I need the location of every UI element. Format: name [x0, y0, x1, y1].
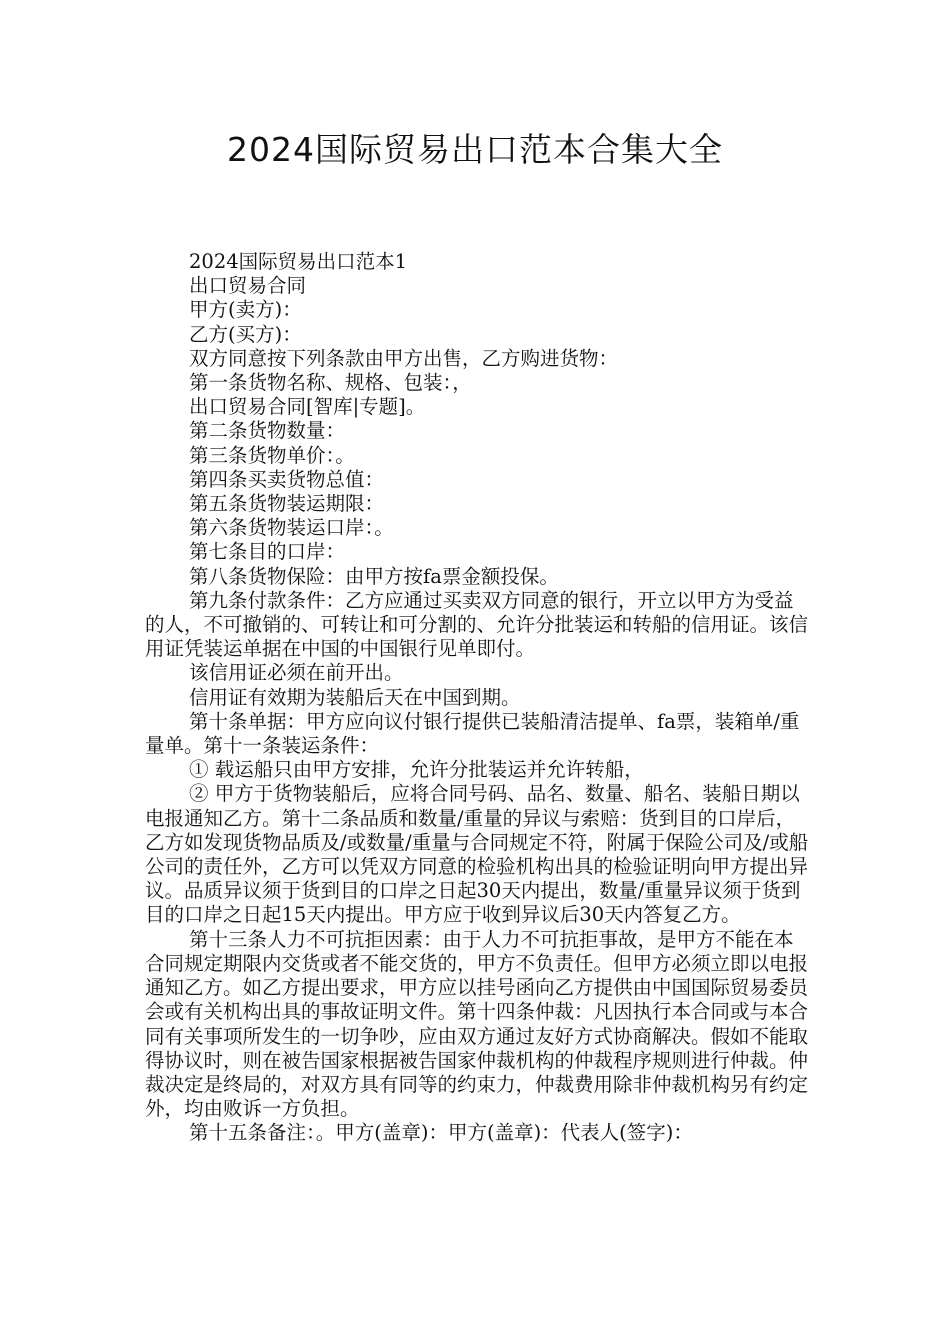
paragraph-article-8: 第八条货物保险：由甲方按fa票金额投保。 [189, 564, 559, 588]
paragraph-shipment-item-2: ② 甲方于货物装船后，应将合同号码、品名、数量、船名、装船日期以电报通知乙方。第十二条品质和数量/重量的异议与索赔：货到目的口岸后，乙方如发现货物品质及/或数量/重量与合同规定不符，附属于保险公司及/或船公司的责任外，乙方可以凭双方同意的检验机构出具的检验证明向甲方提出异议。品质异议须于货到目的口岸之日起30天内提出，数量/重量异议须于货到目的口岸之日起15天内提出。甲方应于收到异议后30天内答复乙方。 [145, 782, 809, 927]
paragraph-contract-ref: 出口贸易合同[智库|专题]。 [189, 395, 426, 419]
paragraph-article-1: 第一条货物名称、规格、包装：， [189, 371, 472, 395]
paragraph-lc-validity: 信用证有效期为装船后天在中国到期。 [189, 685, 521, 709]
paragraph-article-9: 第九条付款条件：乙方应通过买卖双方同意的银行，开立以甲方为受益的人，不可撤销的、可转让和可分割的、允许分批装运和转船的信用证。该信用证凭装运单据在中国的中国银行见单即付。 [145, 588, 809, 661]
paragraph-party-a: 甲方(卖方)： [189, 298, 302, 322]
paragraph-article-13-14: 第十三条人力不可抗拒因素：由于人力不可抗拒事故，是甲方不能在本合同规定期限内交货或者不能交货的，甲方不负责任。但甲方必须立即以电报通知乙方。如乙方提出要求，甲方应以挂号函向乙方提供由中国国际贸易委员会或有关机构出具的事故证明文件。第十四条仲裁：凡因执行本合同或与本合同有关事项所发生的一切争吵，应由双方通过友好方式协商解决。假如不能取得协议时，则在被告国家根据被告国家仲裁机构的仲裁程序规则进行仲裁。仲裁决定是终局的，对双方具有同等的约束力，仲裁费用除非仲裁机构另有约定外，均由败诉一方负担。 [145, 927, 809, 1121]
paragraph-article-2: 第二条货物数量： [189, 419, 346, 443]
paragraph-article-15: 第十五条备注：。甲方(盖章)：甲方(盖章)：代表人(签字)： [189, 1121, 693, 1145]
paragraph-shipment-item-1: ① 载运船只由甲方安排，允许分批装运并允许转船， [189, 758, 644, 782]
paragraph-article-6: 第六条货物装运口岸：。 [189, 516, 394, 540]
document-body [145, 250, 810, 1146]
paragraph-contract-name: 出口贸易合同 [189, 274, 307, 298]
paragraph-party-b: 乙方(买方)： [189, 322, 302, 346]
document-title: 2024国际贸易出口范本合集大全 [227, 130, 723, 169]
paragraph-article-10-11: 第十条单据：甲方应向议付银行提供已装船清洁提单、fa票，装箱单/重量单。第十一条装运条件： [145, 709, 800, 758]
paragraph-lc-issue: 该信用证必须在前开出。 [189, 661, 404, 685]
paragraph-article-7: 第七条目的口岸： [189, 540, 346, 564]
paragraph-template-heading: 2024国际贸易出口范本1 [189, 250, 408, 273]
paragraph-article-4: 第四条买卖货物总值： [189, 467, 385, 491]
paragraph-article-3: 第三条货物单价：。 [189, 443, 355, 467]
paragraph-article-5: 第五条货物装运期限： [189, 492, 385, 516]
paragraph-agreement: 双方同意按下列条款由甲方出售，乙方购进货物： [189, 346, 619, 370]
